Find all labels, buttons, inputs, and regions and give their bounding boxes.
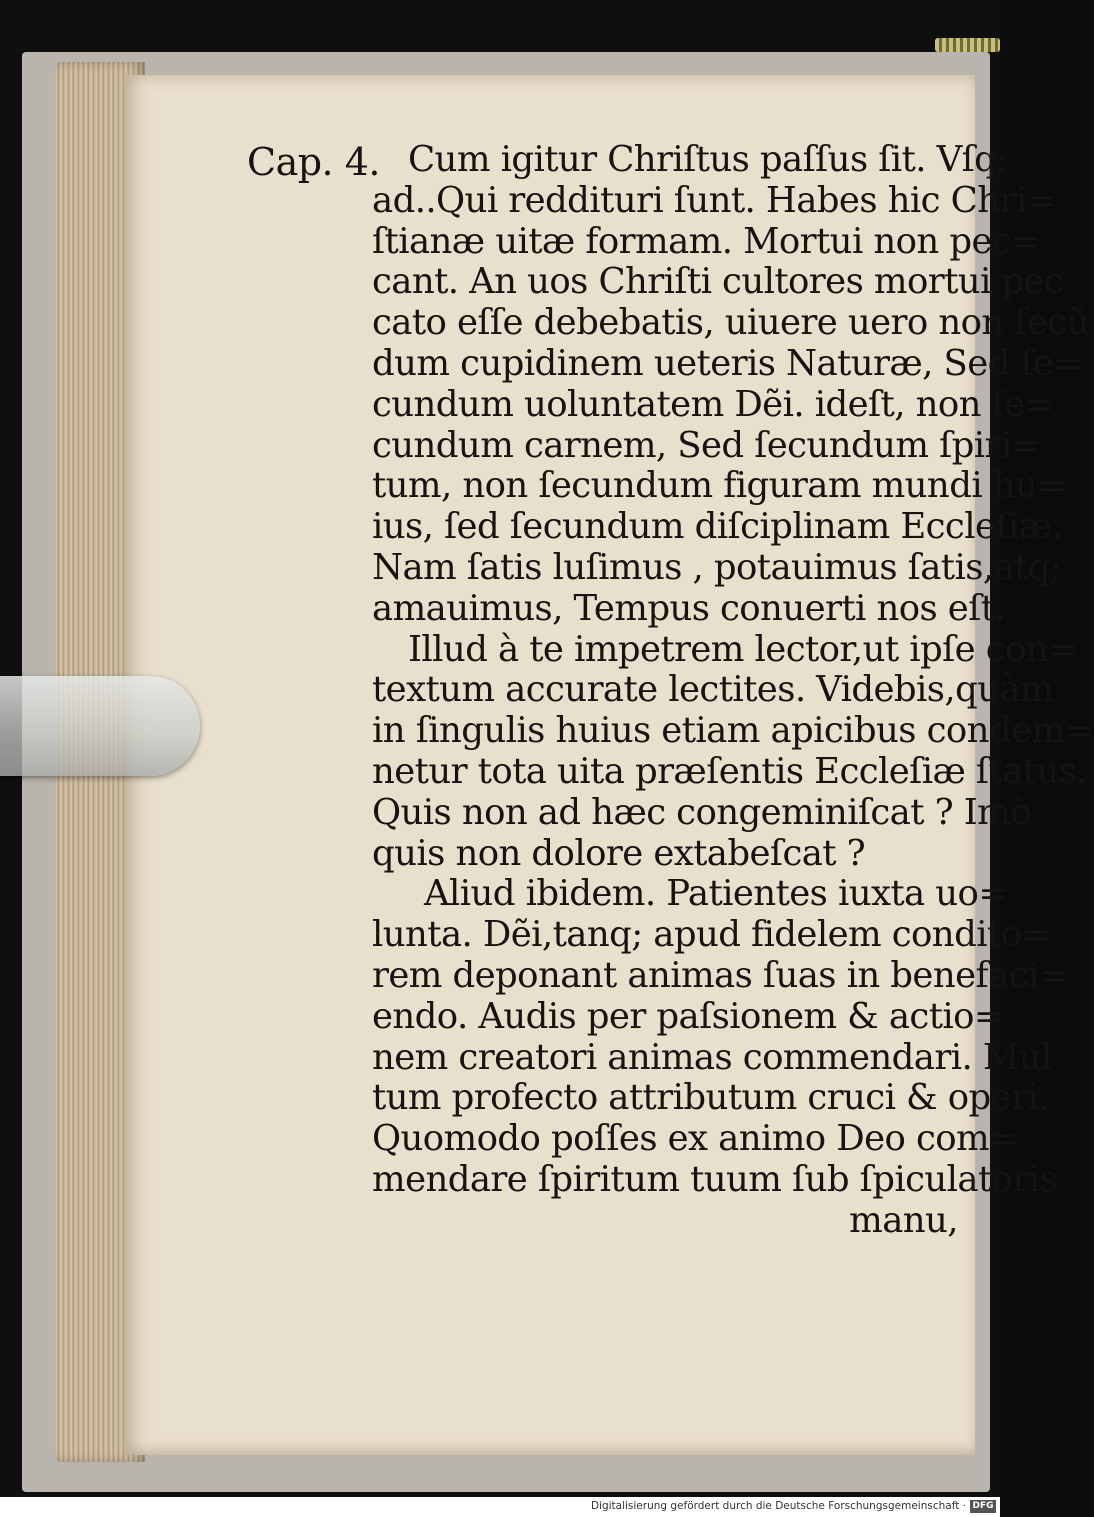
text-line: Nam ſatis luſimus , potauimus ſatis,atq; bbox=[372, 546, 1062, 588]
text-line: mendare ſpiritum tuum ſub ſpiculatoris bbox=[372, 1158, 1058, 1200]
text-line: dum cupidinem ueteris Naturæ, Sed ſe= bbox=[372, 342, 1083, 384]
text-line: tum, non ſecundum figuram mundi hu= bbox=[372, 465, 1067, 507]
text-line: Illud à te impetrem lector,ut ipſe con= bbox=[408, 628, 1078, 670]
text-line: manu, bbox=[849, 1199, 958, 1241]
glass-page-weight bbox=[0, 676, 200, 776]
margin-note: Cap. 4. bbox=[247, 140, 380, 184]
text-line: endo. Audis per paſsionem & actio= bbox=[372, 995, 1004, 1037]
text-line: quis non dolore extabeſcat ? bbox=[372, 832, 866, 874]
footer bbox=[0, 1497, 1000, 1517]
text-line: cundum uoluntatem Dẽi. ideſt, non ſe= bbox=[372, 383, 1054, 425]
binding-thread bbox=[935, 38, 1000, 52]
text-line: cant. An uos Chriſti cultores mortui pec bbox=[372, 261, 1064, 303]
text-line: cundum carnem, Sed ſecundum ſpiri= bbox=[372, 424, 1041, 466]
text-line: netur tota uita præſentis Eccleſiæ ſtatus. bbox=[372, 750, 1087, 792]
text-line: Quis non ad hæc congeminiſcat ? Imò bbox=[372, 791, 1031, 833]
text-line: Aliud ibidem. Patientes iuxta uo= bbox=[424, 873, 1008, 915]
text-line: tum profecto attributum cruci & operi. bbox=[372, 1077, 1049, 1119]
text-line: in ſingulis huius etiam apicibus condem= bbox=[372, 710, 1094, 752]
text-line: ad..Qui reddituri ſunt. Habes hic Chri= bbox=[372, 179, 1056, 221]
text-line: rem deponant animas ſuas in benefaci= bbox=[372, 954, 1068, 996]
text-line: Quomodo poſſes ex animo Deo com= bbox=[372, 1118, 1019, 1160]
text-line: Cum igitur Chriſtus paſſus ſit. Vſq; bbox=[408, 139, 1008, 180]
footer-credit: Digitalisierung gefördert durch die Deutsche Forschungsgemeinschaft · bbox=[590, 1500, 966, 1512]
dfg-logo: DFG bbox=[970, 1500, 996, 1513]
text-line: amauimus, Tempus conuerti nos eſt. bbox=[372, 587, 1006, 629]
text-line: nem creatori animas commendari. Mul bbox=[372, 1036, 1052, 1078]
text-line: ius, ſed ſecundum diſciplinam Eccleſiæ. bbox=[372, 506, 1063, 548]
text-block bbox=[372, 139, 1094, 1242]
text-line: ſtianæ uitæ formam. Mortui non pec= bbox=[372, 220, 1041, 262]
text-line: cato eſſe debebatis, uiuere uero non ſecũ bbox=[372, 302, 1089, 344]
text-line: lunta. Dẽi,tanq; apud fidelem condito= bbox=[372, 914, 1051, 956]
text-line: textum accurate lectites. Videbis,quàm bbox=[372, 669, 1054, 711]
